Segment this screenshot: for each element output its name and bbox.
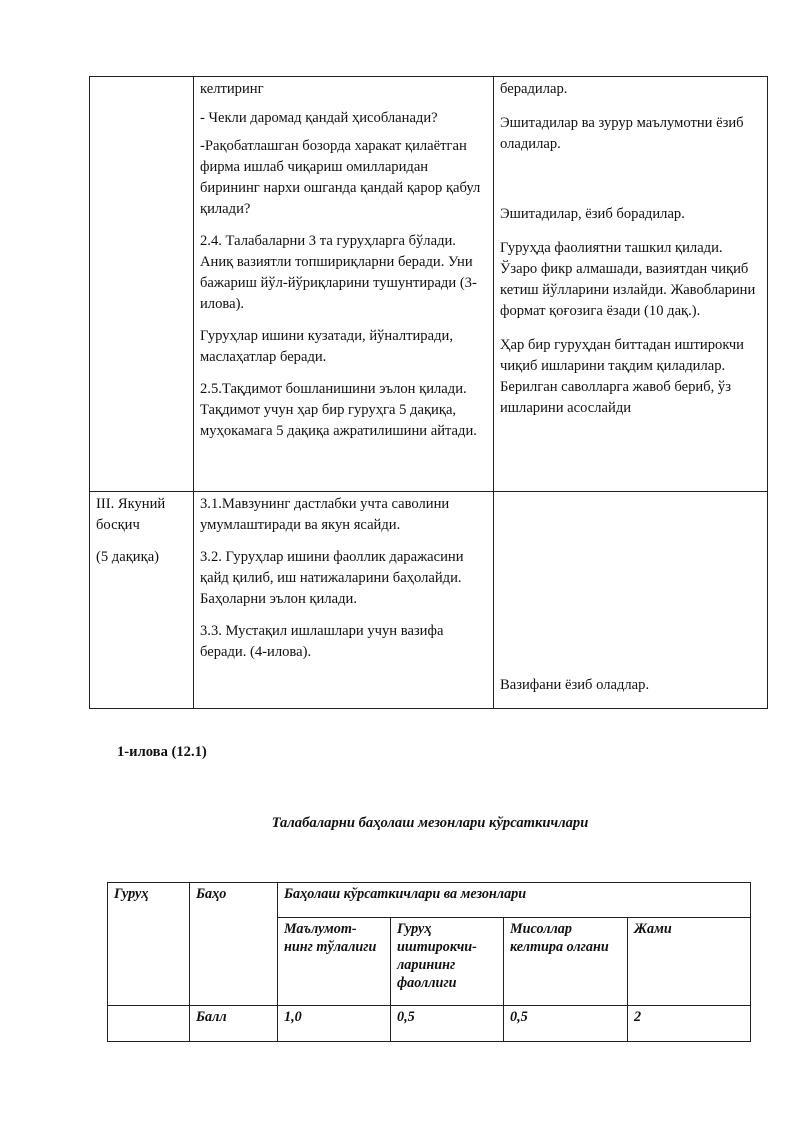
grading-criteria-table	[107, 882, 751, 1042]
criterion-header: Гуруҳ иштирокчи-ларининг фаоллиги	[391, 918, 504, 1006]
criteria-header: Баҳолаш кўрсаткичлари ва мезонлари	[278, 883, 751, 918]
score-label-cell: Балл	[190, 1006, 278, 1042]
stage-cell	[90, 77, 194, 492]
teacher-text: -Рақобатлашган бозорда харакат қилаётган фирма ишлаб чиқариш омилларидан бирининг нархи ошганда қандай қарор қабул қилади?	[200, 138, 481, 217]
teacher-activity-cell	[194, 492, 494, 709]
student-text: берадилар.	[500, 81, 568, 97]
table-row	[108, 1006, 751, 1042]
teacher-text: 2.5.Тақдимот бошланишини эълон қилади. Тақдимот учун ҳар бир гуруҳга 5 дақиқа, муҳокамага 5 дақиқа ажратилишини айтади.	[200, 381, 477, 439]
group-header: Гуруҳ	[108, 883, 190, 1006]
table-row	[90, 492, 768, 709]
student-text: Вазифани ёзиб оладлар.	[500, 677, 650, 693]
teacher-text: 3.3. Мустақил ишлашлари учун вазифа беради. (4-илова).	[200, 623, 444, 660]
student-text: Эшитадилар ва зурур маълумотни ёзиб оладилар.	[500, 115, 744, 152]
table-row	[90, 77, 768, 492]
lesson-plan-table	[89, 76, 768, 709]
student-text: Гуруҳда фаолиятни ташкил қилади. Ўзаро фикр алмашади, вазиятдан чиқиб кетиш йўлларини излайди. Жавобларини формат қоғозига ёзади (10 дақ.).	[500, 240, 756, 319]
teacher-text: 3.1.Мавзунинг дастлабки учта саволини умумлаштиради ва якун ясайди.	[200, 496, 450, 533]
stage-cell	[90, 492, 194, 709]
teacher-text: 2.4. Талабаларни 3 та гуруҳларга бўлади. Аниқ вазиятли топшириқларни беради. Уни бажариш йўл-йўриқларини тушунтиради (3-илова).	[200, 233, 477, 312]
appendix-title: 1-илова (12.1)	[117, 744, 207, 760]
total-score-cell: 2	[628, 1006, 751, 1042]
table-header-row	[108, 883, 751, 918]
criteria-heading: Талабаларни баҳолаш мезонлари кўрсаткичлари	[271, 815, 589, 831]
student-activity-cell	[494, 77, 768, 492]
student-text: Ҳар бир гуруҳдан биттадан иштирокчи чиқиб ишларини тақдим қиладилар. Берилган саволларга жавоб бериб, ўз ишларини асослайди	[500, 337, 744, 416]
criterion-header: Маълумот-нинг тўлалиги	[278, 918, 391, 1006]
group-cell	[108, 1006, 190, 1042]
score-cell: 1,0	[278, 1006, 391, 1042]
teacher-text: - Чекли даромад қандай ҳисобланади?	[200, 110, 438, 126]
teacher-activity-cell	[194, 77, 494, 492]
student-activity-cell	[494, 492, 768, 709]
teacher-text: 3.2. Гуруҳлар ишини фаоллик даражасини қайд қилиб, иш натижаларини баҳолайди. Баҳоларни эълон қилади.	[200, 549, 464, 607]
score-cell: 0,5	[391, 1006, 504, 1042]
criterion-header: Мисоллар келтира олгани	[504, 918, 628, 1006]
teacher-text: Гуруҳлар ишини кузатади, йўналтиради, маслаҳатлар беради.	[200, 328, 453, 365]
grade-header: Баҳо	[190, 883, 278, 1006]
stage-title: III. Якуний босқич	[96, 496, 166, 533]
student-text: Эшитадилар, ёзиб борадилар.	[500, 206, 685, 222]
score-cell: 0,5	[504, 1006, 628, 1042]
total-header: Жами	[628, 918, 751, 1006]
stage-duration: (5 дақиқа)	[96, 549, 160, 565]
teacher-text: келтиринг	[200, 81, 264, 97]
